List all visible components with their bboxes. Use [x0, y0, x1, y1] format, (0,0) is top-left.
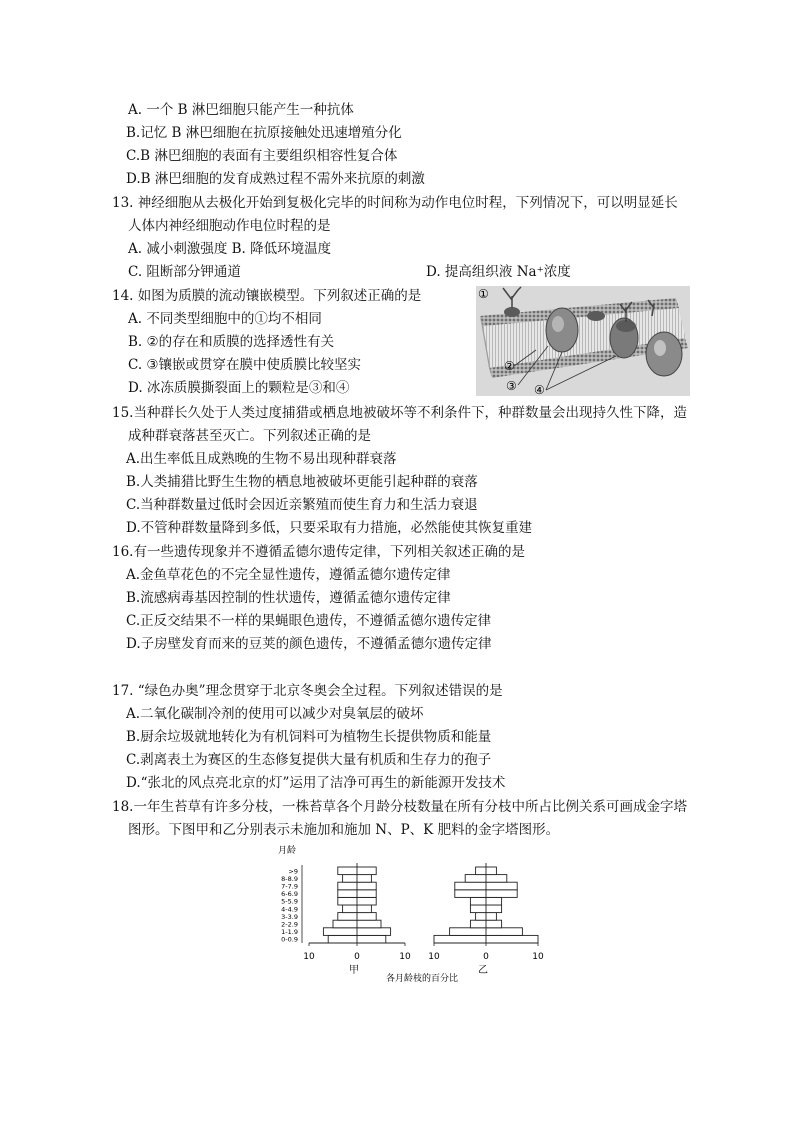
q15-option-d: D.不管种群数量降到多低，只要采取有力措施，必然能使其恢复重建: [126, 520, 533, 536]
category-label: 3-3.9: [281, 912, 298, 921]
q16-option-b: B.流感病毒基因控制的性状遗传，遵循孟德尔遗传定律: [126, 590, 451, 606]
q13-stem-line1: 13. 神经细胞从去极化开始到复极化完毕的时间称为动作电位时程，下列情况下，可以明显延长: [112, 195, 678, 211]
age-pyramid-chart: [268, 840, 568, 990]
q14-option-a: A. 不同类型细胞中的①均不相同: [128, 311, 322, 327]
q18-stem-line2: 图形。下图甲和乙分别表示未施加和施加 N、P、K 肥料的金字塔图形。: [128, 822, 560, 838]
q16-option-d: D.子房壁发育而来的豆荚的颜色遗传，不遵循孟德尔遗传定律: [126, 636, 492, 652]
category-label: 0-0.9: [281, 935, 298, 944]
category-label: 6-6.9: [281, 890, 298, 899]
category-label: 5-5.9: [281, 897, 298, 906]
label-4: ④: [534, 383, 545, 396]
membrane-model-figure: [476, 286, 690, 396]
q18-stem-line1: 18.一年生苔草有许多分枝，一株苔草各个月龄分枝数量在所有分枝中所占比例关系可画成金字塔: [112, 799, 687, 815]
label-3: ③: [506, 379, 517, 393]
q16-option-c: C.正反交结果不一样的果蝇眼色遗传，不遵循孟德尔遗传定律: [126, 613, 492, 629]
q14-stem: 14. 如图为质膜的流动镶嵌模型。下列叙述正确的是: [112, 288, 422, 304]
category-label: 2-2.9: [281, 920, 298, 929]
x-tick-label: 10: [532, 952, 544, 962]
q13-option-c: C. 阻断部分钾通道: [128, 264, 241, 280]
q15-stem-line1: 15.当种群长久处于人类过度捕猎或栖息地被破坏等不利条件下，种群数量会出现持久性下降，造: [112, 405, 687, 421]
x-tick-label: 0: [483, 952, 489, 962]
q17-option-a: A.二氧化碳制冷剂的使用可以减少对臭氧层的破坏: [126, 706, 424, 722]
category-label: 4-4.9: [281, 905, 298, 914]
q15-stem-line2: 成种群衰落甚至灭亡。下列叙述正确的是: [128, 428, 371, 444]
q13-option-ab: A. 减小刺激强度 B. 降低环境温度: [128, 241, 332, 257]
q12-option-b: B.记忆 B 淋巴细胞在抗原接触处迅速增殖分化: [126, 125, 402, 141]
q15-option-a: A.出生率低且成熟晚的生物不易出现种群衰落: [126, 451, 397, 467]
q13-option-d: D. 提高组织液 Na⁺浓度: [426, 264, 571, 280]
x-axis-label: 各月龄枝的百分比: [385, 974, 459, 984]
category-label: 7-7.9: [281, 882, 298, 891]
q17-option-d: D.“张北的风点亮北京的灯”运用了洁净可再生的新能源开发技术: [126, 775, 506, 791]
q14-option-b: B. ②的存在和质膜的选择透性有关: [128, 334, 335, 350]
x-tick-label: 10: [399, 952, 411, 962]
q15-option-c: C.当种群数量过低时会因近亲繁殖而使生育力和生活力衰退: [126, 497, 478, 513]
q16-option-a: A.金鱼草花色的不完全显性遗传，遵循孟德尔遗传定律: [126, 567, 451, 583]
label-1: ①: [478, 287, 489, 301]
q15-option-b: B.人类捕猎比野生生物的栖息地被破坏更能引起种群的衰落: [126, 474, 478, 490]
q12-option-a: A. 一个 B 淋巴细胞只能产生一种抗体: [128, 102, 354, 118]
y-axis-label: 月龄: [278, 846, 297, 856]
q12-option-c: C.B 淋巴细胞的表面有主要组织相容性复合体: [126, 148, 398, 164]
q17-stem: 17. “绿色办奥”理念贯穿于北京冬奥会全过程。下列叙述错误的是: [112, 683, 503, 699]
x-tick-label: 10: [428, 952, 440, 962]
q13-stem-line2: 人体内神经细胞动作电位时程的是: [128, 218, 331, 234]
category-label: 1-1.9: [281, 928, 298, 937]
q17-option-c: C.剥离表土为赛区的生态修复提供大量有机质和生存力的孢子: [126, 752, 492, 768]
series-name: 甲: [349, 965, 359, 976]
x-tick-label: 0: [354, 952, 360, 962]
q14-option-c: C. ③镶嵌或贯穿在膜中使质膜比较坚实: [128, 357, 362, 373]
q17-option-b: B.厨余垃圾就地转化为有机饲料可为植物生长提供物质和能量: [126, 729, 492, 745]
q12-option-d: D.B 淋巴细胞的发育成熟过程不需外来抗原的刺激: [126, 171, 425, 187]
q16-stem: 16.有一些遗传现象并不遵循孟德尔遗传定律，下列相关叙述正确的是: [112, 544, 525, 560]
x-tick-label: 10: [303, 952, 315, 962]
category-label: 8-8.9: [281, 874, 298, 883]
q14-option-d: D. 冰冻质膜撕裂面上的颗粒是③和④: [128, 380, 350, 396]
category-label: >9: [288, 867, 298, 876]
series-name: 乙: [478, 965, 488, 976]
label-2: ②: [504, 359, 515, 373]
